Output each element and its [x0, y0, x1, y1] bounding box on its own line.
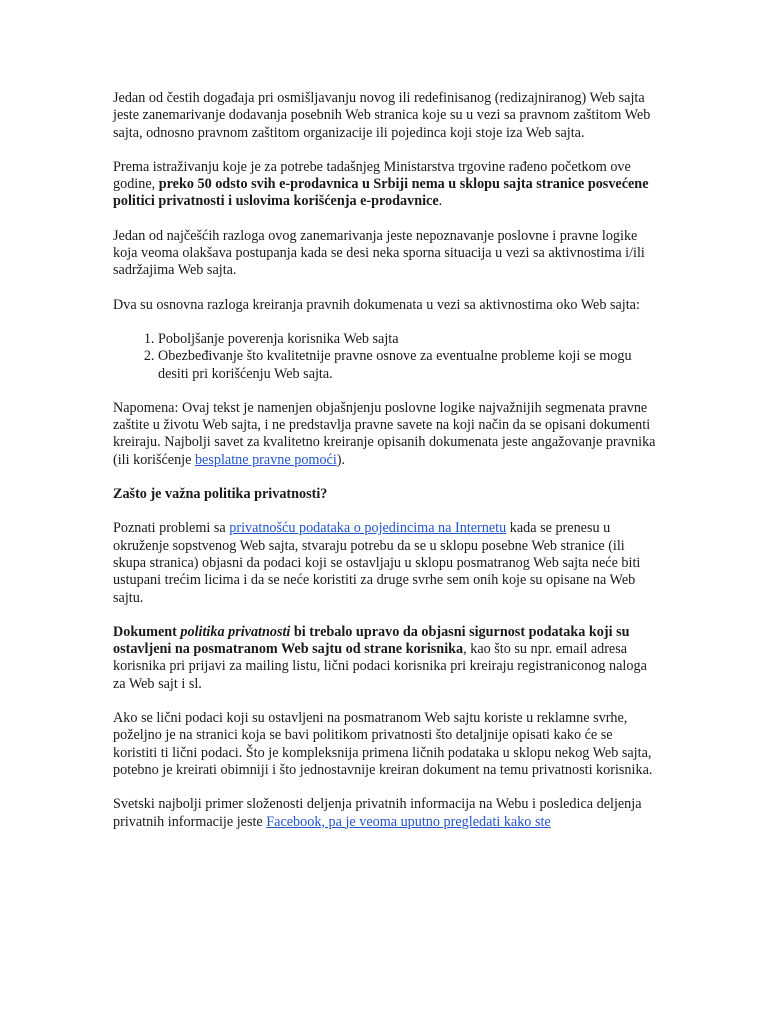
document-body [113, 90, 658, 848]
note-end: ). [336, 451, 346, 468]
paragraph-survey [113, 159, 658, 211]
facebook-text: Svetski najbolji primer složenosti deljenja privatnih informacija na Webu i posledica deljenja privatnih informacije jeste [113, 796, 642, 830]
section-heading: Zašto je važna politika privatnosti? [113, 486, 328, 503]
paragraph-facebook-example [113, 796, 658, 831]
privacy-internet-link[interactable]: privatnošću podataka o pojedincima na Internetu [229, 520, 507, 537]
paragraph-policy-document [113, 624, 658, 693]
survey-period: . [438, 193, 443, 210]
policy-text-rest: , kao što su npr. email adresa korisnika pri prijavi za mailing listu, lični podaci korisnika pri kreiraju registraniconog naloga za Web sajt i sl. [113, 641, 647, 692]
free-legal-aid-link[interactable]: besplatne pravne pomoći [194, 451, 337, 468]
survey-bold-finding: preko 50 odsto svih e-prodavnica u Srbiji nema u sklopu sajta stranice posvećene politici privatnosti i uslovima korišćenja e-prodavnice [113, 176, 649, 210]
list-item: 2. Obezbeđivanje što kvalitetnije pravne osnove za eventualne probleme koji se mogu desiti pri korišćenju Web sajta. [158, 348, 658, 383]
survey-text: Prema istraživanju koje je za potrebe tadašnjeg Ministarstva trgovine rađeno početkom ove godine, [113, 158, 631, 193]
policy-bold-rest: bi trebalo upravo da objasni sigurnost podataka koji su ostavljeni na posmatranom Web sajtu od strane korisnika [113, 623, 630, 658]
note-text: Napomena: Ovaj tekst je namenjen objašnjenju poslovne logike najvažnijih segmenata pravne zaštite u životu Web sajta, i ne predstavlja pravne savete na koji način da se opisani dokumenti kreiraju. Najbolji savet za kvalitetno kreiranje opisanih dokumenata jeste angažovanje pravnika (ili korišćenje [113, 399, 656, 468]
list-item: 1. Poboljšanje poverenja korisnika Web sajta [158, 331, 658, 348]
paragraph-intro: Jedan od čestih događaja pri osmišljavanju novog ili redefinisanog (redizajniranog) Web sajta jeste zanemarivanje dodavanja posebnih Web stranica koje su u vezi sa pravnom zaštitom Web sajta, odnosno pravnom zaštitom organizacije ili pojedinca koji stoje iza Web sajta. [113, 90, 651, 141]
privacy-text-rest: kada se prenesu u okruženje sopstvenog Web sajta, stvaraju potrebu da se u sklopu posebne Web stranice (ili skupa stranica) objasni da podaci koji se ostavljaju u sklopu posmatranog Web sajta neće biti ustupani trećim licima i da se neće koristiti za druge svrhe sem onih koje su opisane na Web sajtu. [113, 520, 641, 606]
privacy-text-start: Poznati problemi sa [113, 520, 230, 537]
policy-bold-start: Dokument [113, 623, 181, 640]
paragraph-note [113, 400, 658, 469]
paragraph-reason: Jedan od najčešćih razloga ovog zanemarivanja jeste nepoznavanje poslovne i pravne logike koja veoma olakšava postupanja kada se desi neka sporna situacija u vezi sa aktivnostima i/ili sadržajima Web sajta. [113, 227, 645, 279]
paragraph-privacy-problems [113, 520, 658, 606]
reasons-list [113, 331, 658, 383]
paragraph-two-reasons: Dva su osnovna razloga kreiranja pravnih dokumenata u vezi sa aktivnostima oko Web sajta: [113, 296, 640, 313]
facebook-link[interactable]: Facebook, pa je veoma uputno pregledati kako ste [266, 813, 551, 830]
paragraph-advertising: Ako se lični podaci koji su ostavljeni na posmatranom Web sajtu koriste u reklamne svrhe, poželjno je na stranici koja se bavi politikom privatnosti što detaljnije opisati kako će se koristiti ti lični podaci. Što je kompleksnija primena ličnih podataka u sklopu nekog Web sajta, potebno je kreirati obimniji i što jednostavnije kreiran dokument na temu privatnosti korisnika. [113, 710, 653, 778]
policy-bold-italic: politika privatnosti [180, 623, 291, 640]
